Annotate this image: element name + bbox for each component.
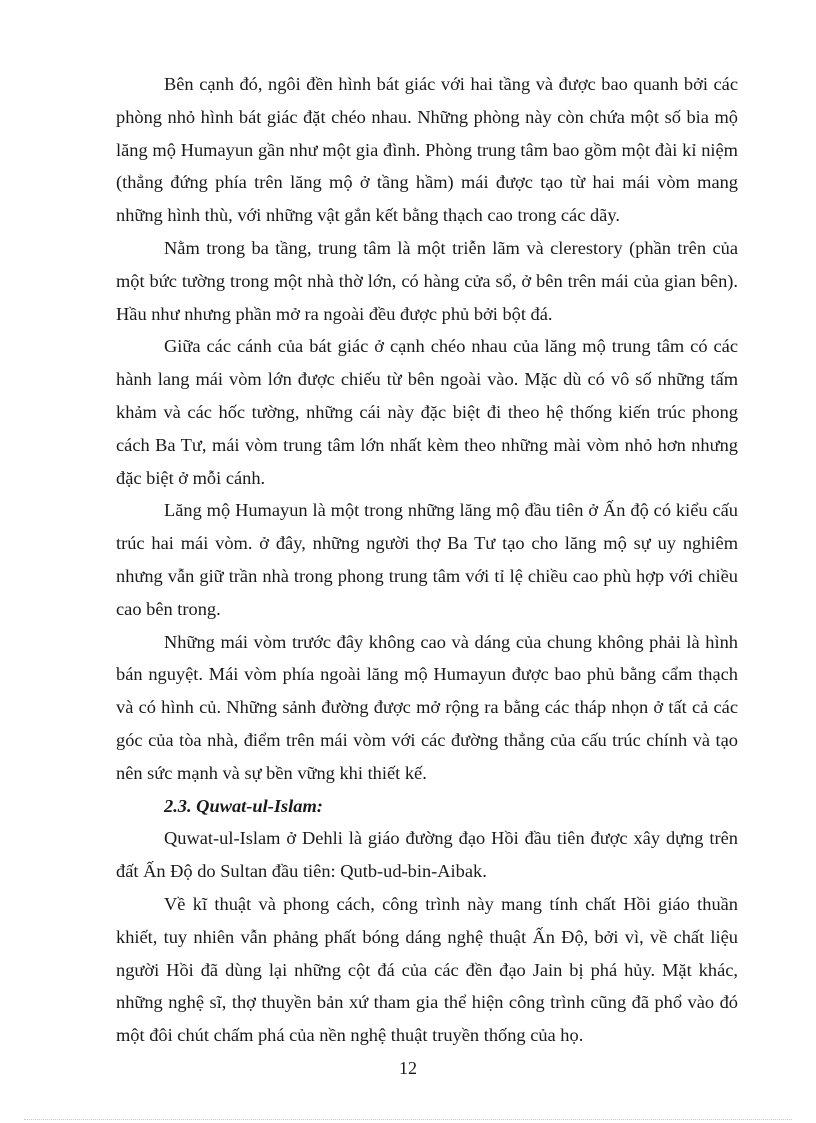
paragraph-quwat-intro: Quwat-ul-Islam ở Dehli là giáo đường đạo Hồi đầu tiên được xây dựng trên đất Ấn Độ do Sultan đầu tiên: Qutb-ud-bin-Aibak. xyxy=(116,828,738,882)
page-body xyxy=(116,68,738,1052)
page-number: 12 xyxy=(399,1058,417,1078)
page-bottom-divider xyxy=(24,1119,792,1120)
section-heading: 2.3. Quwat-ul-Islam: xyxy=(164,795,323,816)
paragraph-three-levels: Nằm trong ba tầng, trung tâm là một triễn lãm và clerestory (phần trên của một bức tường trong một nhà thờ lớn, có hàng cửa sổ, ở bên trên mái của gian bên). Hầu như nhưng phần mở ra ngoài đều được phủ bởi bột đá. xyxy=(116,237,738,324)
paragraph-outer-dome: Những mái vòm trước đây không cao và dáng của chung không phải là hình bán nguyệt. Mái vòm phía ngoài lăng mộ Humayun được bao phủ bằng cẩm thạch và có hình củ. Những sảnh đường được mở rộng ra bằng các tháp nhọn ở tất cả các góc của tòa nhà, điểm trên mái vòm với các đường thẳng của cấu trúc chính và tạo nên sức mạnh và sự bền vững khi thiết kế. xyxy=(116,631,738,783)
paragraph-octagonal-temple: Bên cạnh đó, ngôi đền hình bát giác với hai tầng và được bao quanh bởi các phòng nhỏ hình bát giác đặt chéo nhau. Những phòng này còn chứa một số bia mộ lăng mộ Humayun gần như một gia đình. Phòng trung tâm bao gồm một đài kỉ niệm (thẳng đứng phía trên lăng mộ ở tầng hầm) mái được tạo từ hai mái vòm mang những hình thù, với những vật gắn kết bằng thạch cao trong các dãy. xyxy=(116,74,738,226)
paragraph-octagon-wings: Giữa các cánh của bát giác ở cạnh chéo nhau của lăng mộ trung tâm có các hành lang mái vòm lớn được chiếu từ bên ngoài vào. Mặc dù có vô số những tấm khảm và các hốc tường, những cái này đặc biệt đi theo hệ thống kiến trúc phong cách Ba Tư, mái vòm trung tâm lớn nhất kèm theo những mài vòm nhỏ hơn nhưng đặc biệt ở mỗi cánh. xyxy=(116,336,738,488)
paragraph-quwat-style: Về kĩ thuật và phong cách, công trình này mang tính chất Hồi giáo thuần khiết, tuy nhiên vẫn phảng phất bóng dáng nghệ thuật Ấn Độ, bởi vì, về chất liệu người Hồi đã dùng lại những cột đá của các đền đạo Jain bị phá hủy. Mặt khác, những nghệ sĩ, thợ thuyền bản xứ tham gia thể hiện công trình cũng đã phổ vào đó một đôi chút chấm phá của nền nghệ thuật truyền thống của họ. xyxy=(116,893,738,1046)
paragraph-double-dome: Lăng mộ Humayun là một trong những lăng mộ đầu tiên ở Ấn độ có kiểu cấu trúc hai mái vòm. ở đây, những người thợ Ba Tư tạo cho lăng mộ sự uy nghiêm nhưng vẫn giữ trần nhà trong phong trung tâm với tỉ lệ chiều cao phù hợp với chiều cao bên trong. xyxy=(116,500,738,619)
